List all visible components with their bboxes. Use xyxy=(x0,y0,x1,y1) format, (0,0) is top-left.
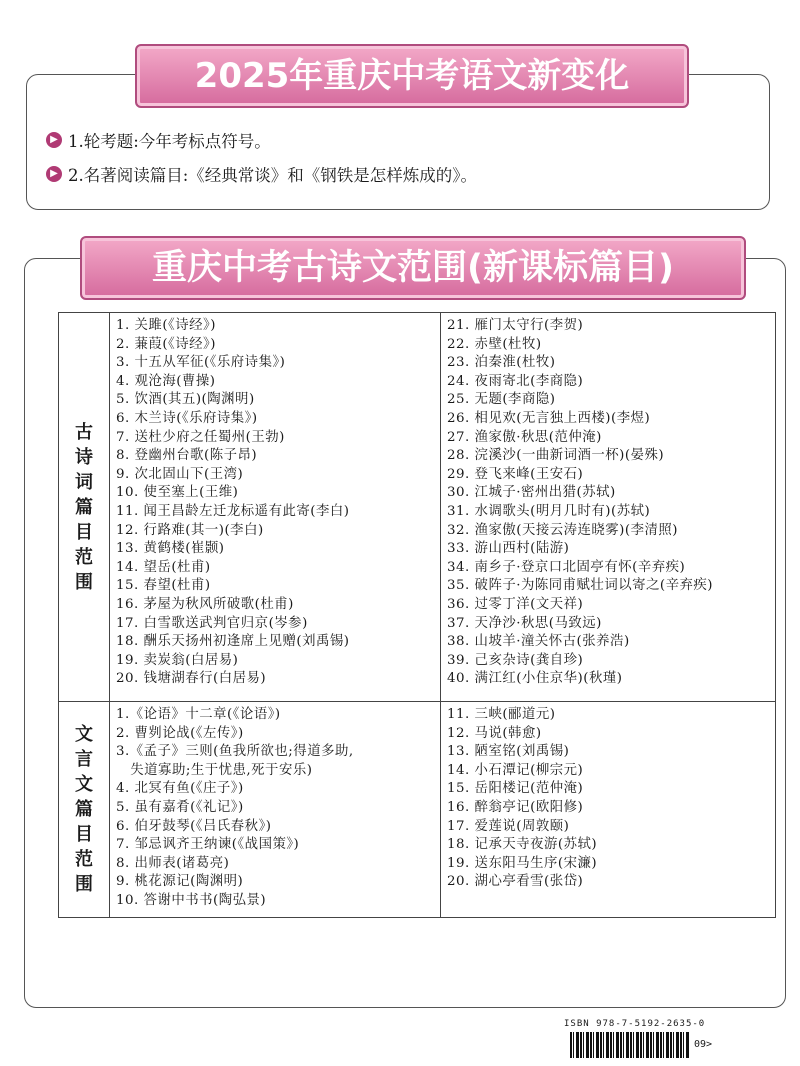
poetry-right-col xyxy=(441,313,776,702)
list-item: 3. 十五从军征(《乐府诗集》) xyxy=(116,355,286,371)
list-item: 4. 观沧海(曹操) xyxy=(116,373,216,389)
list-item: 4. 北冥有鱼(《庄子》) xyxy=(116,781,244,797)
prose-label-cell xyxy=(59,702,110,918)
list-item: 30. 江城子·密州出猎(苏轼) xyxy=(447,485,616,501)
barcode-image xyxy=(570,1032,690,1058)
list-item: 39. 己亥杂诗(龚自珍) xyxy=(447,652,584,668)
list-item: 25. 无题(李商隐) xyxy=(447,392,556,408)
barcode-addon xyxy=(694,1032,734,1058)
list-item: 6. 伯牙鼓琴(《吕氏春秋》) xyxy=(116,818,272,834)
list-item: 36. 过零丁洋(文天祥) xyxy=(447,596,584,612)
list-item: 40. 满江红(小住京华)(秋瑾) xyxy=(447,671,623,687)
play-bullet-icon: ▶ xyxy=(46,166,62,182)
list-item: 32. 渔家傲(天接云涛连晓雾)(李清照) xyxy=(447,522,679,538)
list-item: 6. 木兰诗(《乐府诗集》) xyxy=(116,410,258,426)
list-item: 15. 岳阳楼记(范仲淹) xyxy=(447,781,584,797)
prose-row xyxy=(59,702,776,918)
isbn-text: ISBN 978-7-5192-2635-0 xyxy=(564,1019,706,1029)
list-item: 29. 登飞来峰(王安石) xyxy=(447,466,584,482)
scope-title: 重庆中考古诗文范围(新课标篇目) xyxy=(152,248,674,288)
change-item xyxy=(46,128,271,152)
list-item: 22. 赤壁(杜牧) xyxy=(447,336,542,352)
list-item: 8. 出师表(诸葛亮) xyxy=(116,855,230,871)
prose-right-col xyxy=(441,702,776,918)
list-item: 26. 相见欢(无言独上西楼)(李煜) xyxy=(447,410,651,426)
list-item: 3.《孟子》三则(鱼我所欲也;得道多助, xyxy=(116,744,354,760)
poetry-label-cell xyxy=(59,313,110,702)
list-item: 1.《论语》十二章(《论语》) xyxy=(116,707,281,722)
list-item: 17. 白雪歌送武判官归京(岑参) xyxy=(116,615,308,631)
list-item: 16. 茅屋为秋风所破歌(杜甫) xyxy=(116,596,294,612)
list-item: 38. 山坡羊·潼关怀古(张养浩) xyxy=(447,634,630,650)
list-item: 13. 陋室铭(刘禹锡) xyxy=(447,744,570,760)
list-item: 10. 使至塞上(王维) xyxy=(116,485,239,501)
list-item: 15. 春望(杜甫) xyxy=(116,578,211,594)
list-item: 23. 泊秦淮(杜牧) xyxy=(447,355,556,371)
list-item: 28. 浣溪沙(一曲新词酒一杯)(晏殊) xyxy=(447,448,665,464)
list-item: 34. 南乡子·登京口北固亭有怀(辛弃疾) xyxy=(447,559,686,575)
play-bullet-icon: ▶ xyxy=(46,132,62,148)
list-item: 35. 破阵子·为陈同甫赋壮词以寄之(辛弃疾) xyxy=(447,578,714,594)
list-item: 5. 虽有嘉肴(《礼记》) xyxy=(116,799,244,815)
list-item: 失道寡助;生于忧患,死于安乐) xyxy=(116,762,313,778)
change-text: 2.名著阅读篇目:《经典常谈》和《钢铁是怎样炼成的》。 xyxy=(68,166,478,185)
poetry-row xyxy=(59,313,776,702)
poetry-label: 古诗词篇目范围 xyxy=(75,421,93,593)
list-item: 2. 曹刿论战(《左传》) xyxy=(116,725,244,741)
list-item: 17. 爱莲说(周敦颐) xyxy=(447,818,570,834)
list-item: 9. 桃花源记(陶渊明) xyxy=(116,874,244,890)
poetry-left-col xyxy=(110,313,441,702)
list-item: 37. 天净沙·秋思(马致远) xyxy=(447,615,602,631)
change-item xyxy=(46,162,477,186)
scope-banner xyxy=(80,236,746,300)
list-item: 12. 行路难(其一)(李白) xyxy=(116,522,264,538)
list-item: 14. 望岳(杜甫) xyxy=(116,559,211,575)
prose-left-col xyxy=(110,702,441,918)
list-item: 7. 送杜少府之任蜀州(王勃) xyxy=(116,429,285,445)
list-item: 5. 饮酒(其五)(陶渊明) xyxy=(116,392,255,408)
list-item: 16. 醉翁亭记(欧阳修) xyxy=(447,799,584,815)
list-item: 19. 卖炭翁(白居易) xyxy=(116,652,239,668)
change-text: 1.轮考题:今年考标点符号。 xyxy=(68,132,271,151)
header-title: 2025年重庆中考语文新变化 xyxy=(194,56,630,96)
list-item: 20. 湖心亭看雪(张岱) xyxy=(447,874,584,890)
list-item: 24. 夜雨寄北(李商隐) xyxy=(447,373,584,389)
list-item: 21. 雁门太守行(李贺) xyxy=(447,318,584,333)
list-item: 12. 马说(韩愈) xyxy=(447,725,542,741)
list-item: 1. 关雎(《诗经》) xyxy=(116,318,216,333)
header-banner xyxy=(135,44,689,108)
list-item: 20. 钱塘湖春行(白居易) xyxy=(116,671,267,687)
list-item: 19. 送东阳马生序(宋濂) xyxy=(447,855,598,871)
list-item: 9. 次北固山下(王湾) xyxy=(116,466,244,482)
list-item: 33. 游山西村(陆游) xyxy=(447,541,570,557)
list-item: 8. 登幽州台歌(陈子昂) xyxy=(116,448,258,464)
list-item: 11. 三峡(郦道元) xyxy=(447,707,556,722)
list-item: 14. 小石潭记(柳宗元) xyxy=(447,762,584,778)
list-item: 18. 记承天寺夜游(苏轼) xyxy=(447,837,598,853)
list-item: 13. 黄鹤楼(崔颢) xyxy=(116,541,225,557)
list-item: 11. 闻王昌龄左迁龙标遥有此寄(李白) xyxy=(116,503,350,519)
prose-label: 文言文篇目范围 xyxy=(75,723,93,895)
scope-table xyxy=(58,312,776,918)
list-item: 2. 蒹葭(《诗经》) xyxy=(116,336,216,352)
list-item: 31. 水调歌头(明月几时有)(苏轼) xyxy=(447,503,651,519)
list-item: 27. 渔家傲·秋思(范仲淹) xyxy=(447,429,602,445)
barcode-addon-text: 09> xyxy=(694,1039,713,1050)
list-item: 18. 酬乐天扬州初逢席上见赠(刘禹锡) xyxy=(116,634,350,650)
list-item: 10. 答谢中书书(陶弘景) xyxy=(116,892,267,908)
list-item: 7. 邹忌讽齐王纳谏(《战国策》) xyxy=(116,837,300,853)
